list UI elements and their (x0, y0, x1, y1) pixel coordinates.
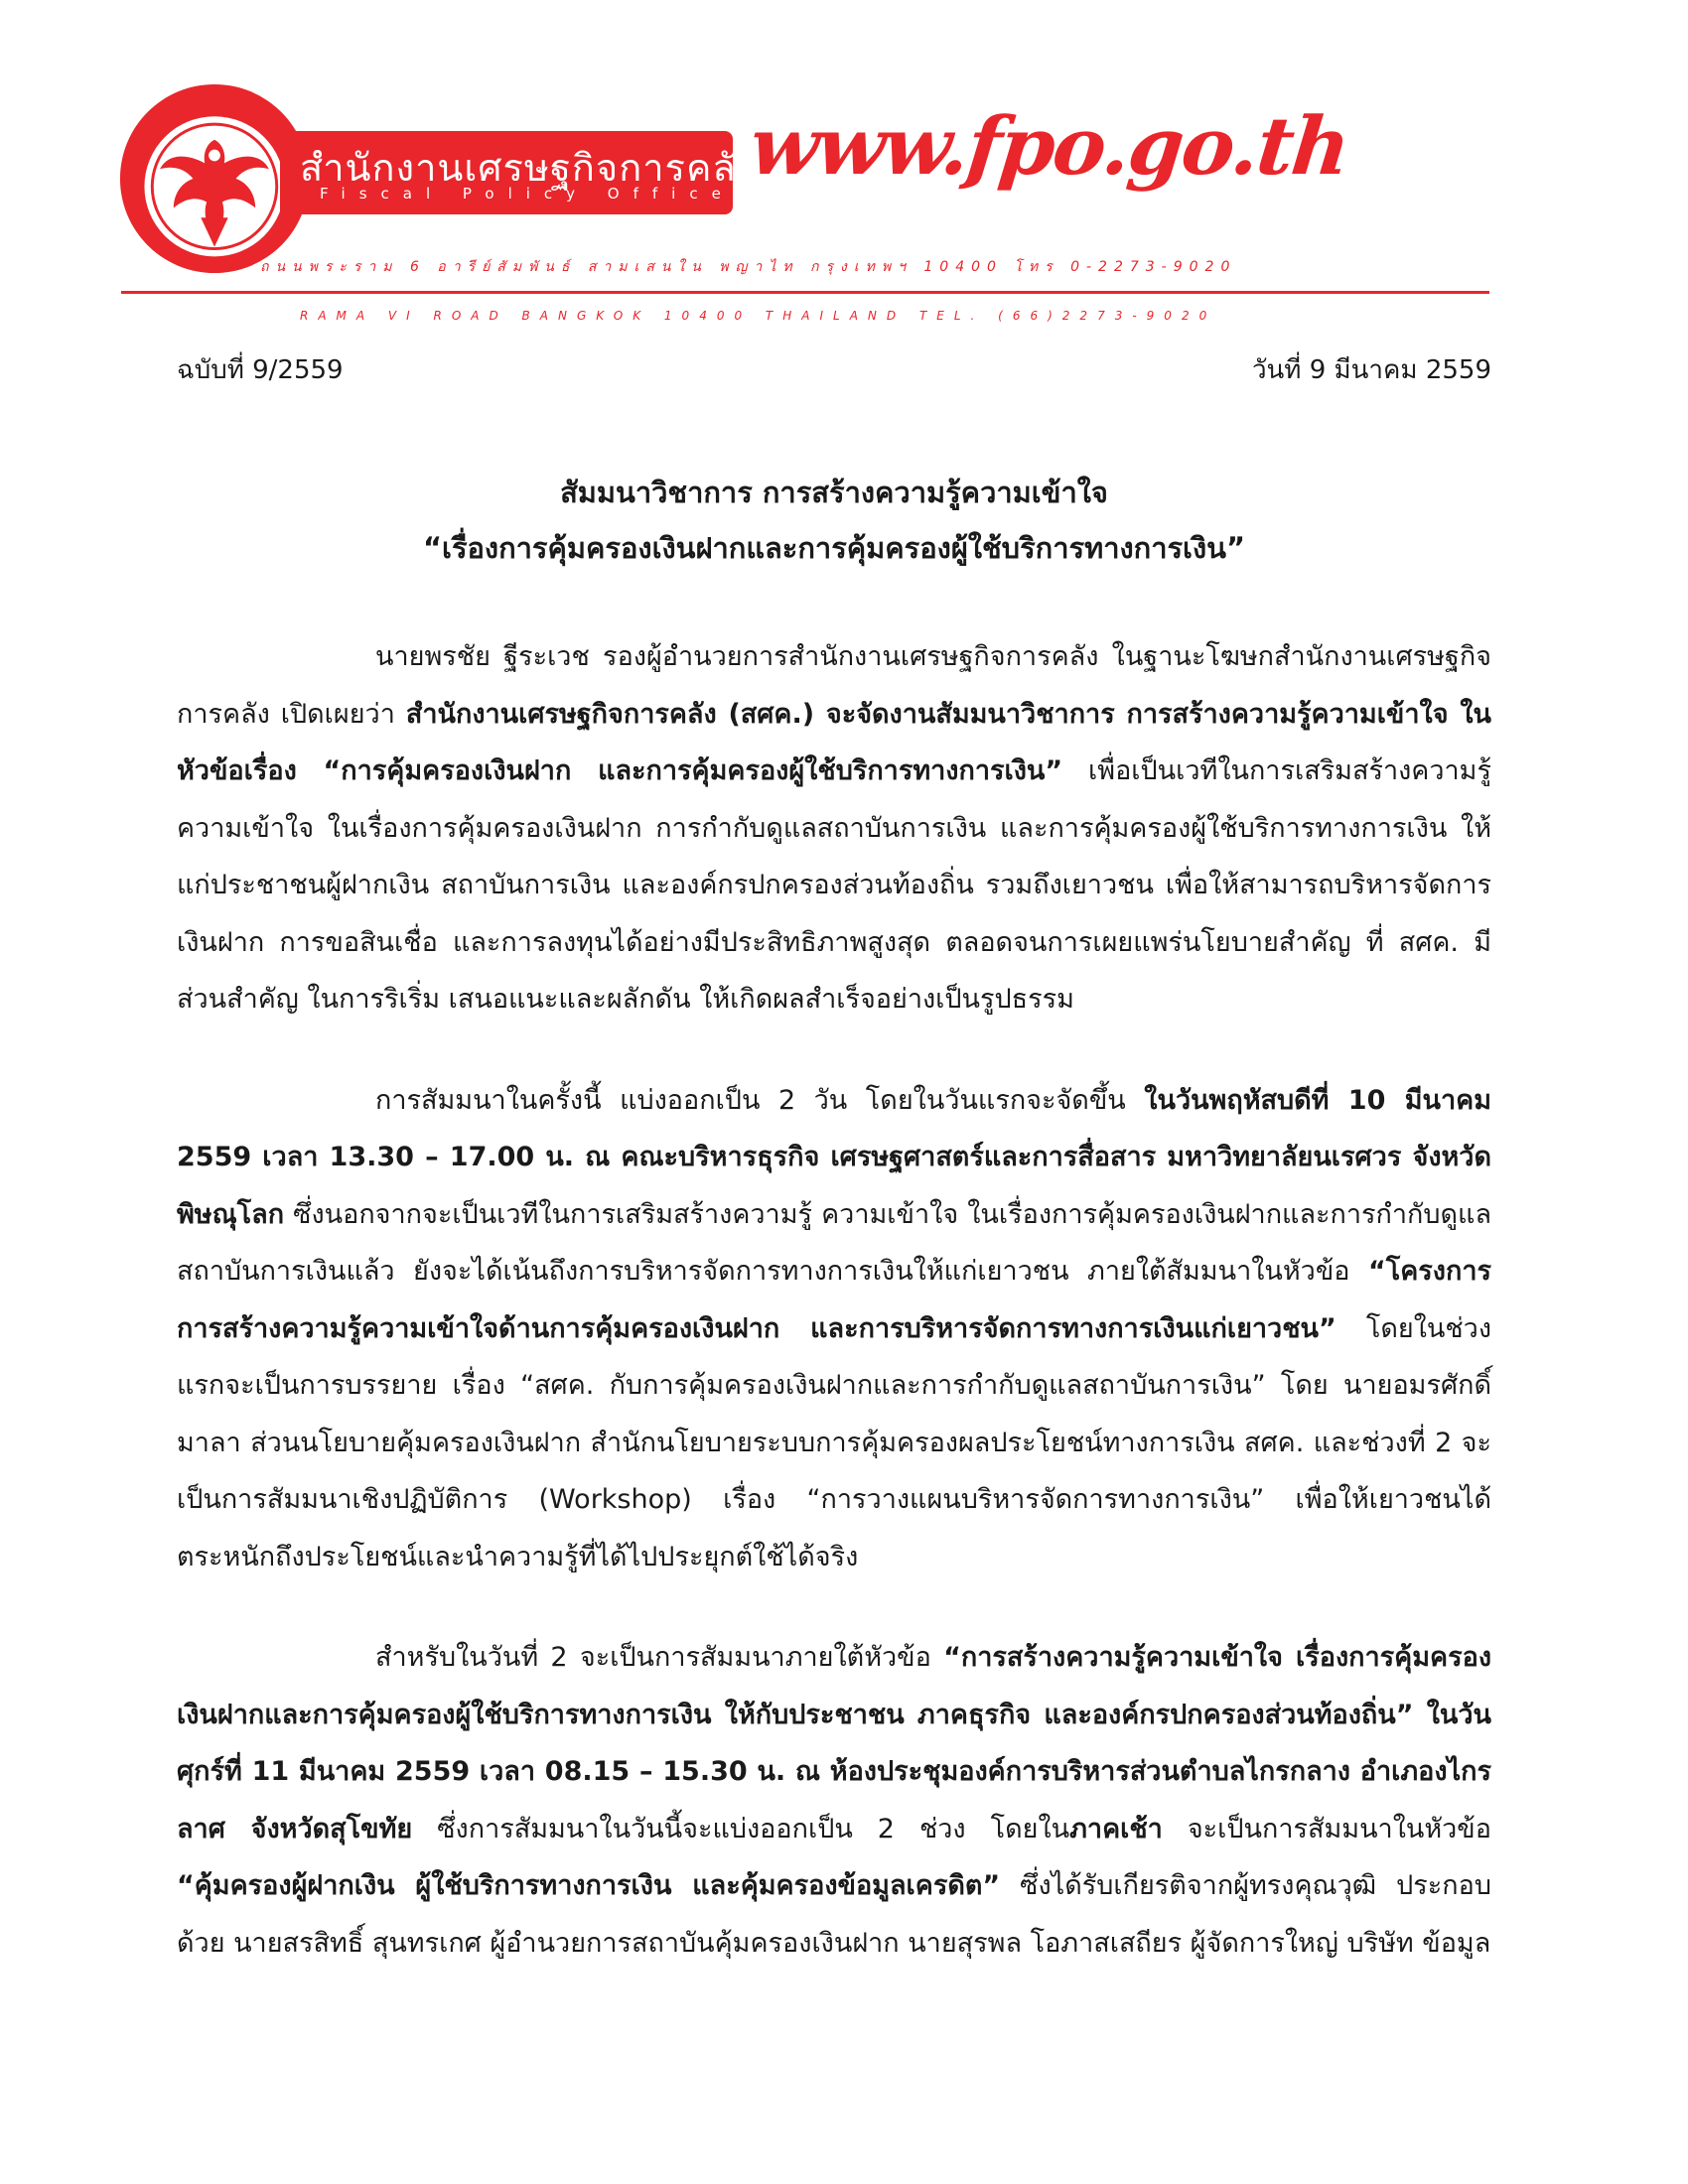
p2-text-1: การสัมมนาในครั้งนี้ แบ่งออกเป็น 2 วัน โดยในวันแรกจะจัดขึ้น (375, 1084, 1145, 1116)
p2-bold-2: “โครงการการสร้างความรู้ความเข้าใจด้านการคุ้มครองเงินฝาก และการบริหารจัดการทางการเงินแก่เยาวชน” (177, 1256, 1491, 1344)
p3-text-2: ซึ่งการสัมมนาในวันนี้จะแบ่งออกเป็น 2 ช่วง โดยใน (412, 1813, 1070, 1844)
title-line-1: สัมมนาวิชาการ การสร้างความรู้ความเข้าใจ (560, 476, 1108, 509)
office-name-th: สำนักงานเศรษฐกิจการคลัง (300, 146, 757, 190)
paragraph-3 (177, 1629, 1491, 1972)
address-english: RAMA VI ROAD BANGKOK 10400 THAILAND TEL. (66)2273-9020 (300, 309, 1217, 323)
p3-text-1: สำหรับในวันที่ 2 จะเป็นการสัมมนาภายใต้หัวข้อ (375, 1642, 944, 1673)
p3-text-4: ซึ่งได้รับเกียรติจากผู้ทรงคุณวุฒิ ประกอบด้วย นายสรสิทธิ์ สุนทรเกศ ผู้อำนวยการสถาบันคุ้มครองเงินฝาก นายสุรพล โอภาสเสถียร ผู้จัดการใหญ่ บริษัท ข้อมูล (177, 1870, 1491, 1959)
p1-bold-1: สำนักงานเศรษฐกิจการคลัง (สศค.) จะจัดงานสัมมนาวิชาการ การสร้างความรู้ความเข้าใจ ในหัวข้อเรื่อง “การคุ้มครองเงินฝาก และการคุ้มครองผู้ใช้บริการทางการเงิน” (177, 698, 1491, 786)
release-date: วันที่ 9 มีนาคม 2559 (1251, 355, 1491, 385)
p3-bold-1: “การสร้างความรู้ความเข้าใจ เรื่องการคุ้มครองเงินฝากและการคุ้มครองผู้ใช้บริการทางการเงิน ให้กับประชาชน ภาคธุรกิจ และองค์กรปกครองส่วนท้องถิ่น” ในวันศุกร์ที่ 11 มีนาคม 2559 เวลา 08.15 – 15.30 น. ณ ห้องประชุมองค์การบริหารส่วนตำบลไกรกลาง อำเภองไกรลาศ จังหวัดสุโขทัย (177, 1642, 1491, 1844)
office-name-banner (280, 131, 757, 214)
office-name-en: Fiscal Policy Office (320, 185, 735, 203)
issue-number: ฉบับที่ 9/2559 (177, 355, 344, 385)
press-release-title (177, 465, 1491, 576)
p3-bold-2: ภาคเช้า (1069, 1813, 1163, 1844)
press-release-body (177, 628, 1491, 2015)
title-line-2: “เรื่องการคุ้มครองเงินฝากและการคุ้มครองผู้ใช้บริการทางการเงิน” (422, 531, 1246, 565)
letterhead-divider (121, 291, 1489, 294)
website-url[interactable]: www.fpo.go.th (746, 99, 1353, 193)
p2-text-2: ซึ่งนอกจากจะเป็นเวทีในการเสริมสร้างความรู้ ความเข้าใจ ในเรื่องการคุ้มครองเงินฝากและการกำกับดูแลสถาบันการเงินแล้ว ยังจะได้เน้นถึงการบริหารจัดการทางการเงินให้แก่เยาวชน ภายใต้สัมมนาในหัวข้อ (177, 1198, 1491, 1287)
p2-bold-1: ในวันพฤหัสบดีที่ 10 มีนาคม 2559 เวลา 13.30 – 17.00 น. ณ คณะบริหารธุรกิจ เศรษฐศาสตร์และการสื่อสาร มหาวิทยาลัยนเรศวร จังหวัดพิษณุโลก (177, 1084, 1491, 1230)
p3-bold-3: “คุ้มครองผู้ฝากเงิน ผู้ใช้บริการทางการเงิน และคุ้มครองข้อมูลเครดิต” (177, 1870, 1001, 1901)
p3-text-3: จะเป็นการสัมมนาในหัวข้อ (1162, 1813, 1491, 1844)
address-thai: ถนนพระราม 6 อารีย์สัมพันธ์ สามเสนใน พญาไท กรุงเทพฯ 10400 โทร 0-2273-9020 (260, 259, 1237, 275)
paragraph-2 (177, 1072, 1491, 1586)
paragraph-1 (177, 628, 1491, 1028)
p1-text-1: นายพรชัย ฐีระเวช รองผู้อำนวยการสำนักงานเศรษฐกิจการคลัง ในฐานะโฆษกสำนักงานเศรษฐกิจการคลัง เปิดเผยว่า (177, 641, 1491, 730)
letterhead (0, 0, 1688, 328)
p2-text-3: โดยในช่วงแรกจะเป็นการบรรยาย เรื่อง “สศค. กับการคุ้มครองเงินฝากและการกำกับดูแลสถาบันการเงิน” โดย นายอมรศักดิ์ มาลา ส่วนนโยบายคุ้มครองเงินฝาก สำนักนโยบายระบบการคุ้มครองผลประโยชน์ทางการเงิน สศค. และช่วงที่ 2 จะเป็นการสัมมนาเชิงปฏิบัติการ (Workshop) เรื่อง “การวางแผนบริหารจัดการทางการเงิน” เพื่อให้เยาวชนได้ตระหนักถึงประโยชน์และนำความรู้ที่ได้ไปประยุกต์ใช้ได้จริง (177, 1312, 1492, 1572)
p1-text-2: เพื่อเป็นเวทีในการเสริมสร้างความรู้ ความเข้าใจ ในเรื่องการคุ้มครองเงินฝาก การกำกับดูแลสถาบันการเงิน และการคุ้มครองผู้ใช้บริการทางการเงิน ให้แก่ประชาชนผู้ฝากเงิน สถาบันการเงิน และองค์กรปกครองส่วนท้องถิ่น รวมถึงเยาวชน เพื่อให้สามารถบริหารจัดการเงินฝาก การขอสินเชื่อ และการลงทุนได้อย่างมีประสิทธิภาพสูงสุด ตลอดจนการเผยแพร่นโยบายสำคัญ ที่ สศค. มีส่วนสำคัญ ในการริเริ่ม เสนอแนะและผลักดัน ให้เกิดผลสำเร็จอย่างเป็นรูปธรรม (177, 755, 1491, 1015)
